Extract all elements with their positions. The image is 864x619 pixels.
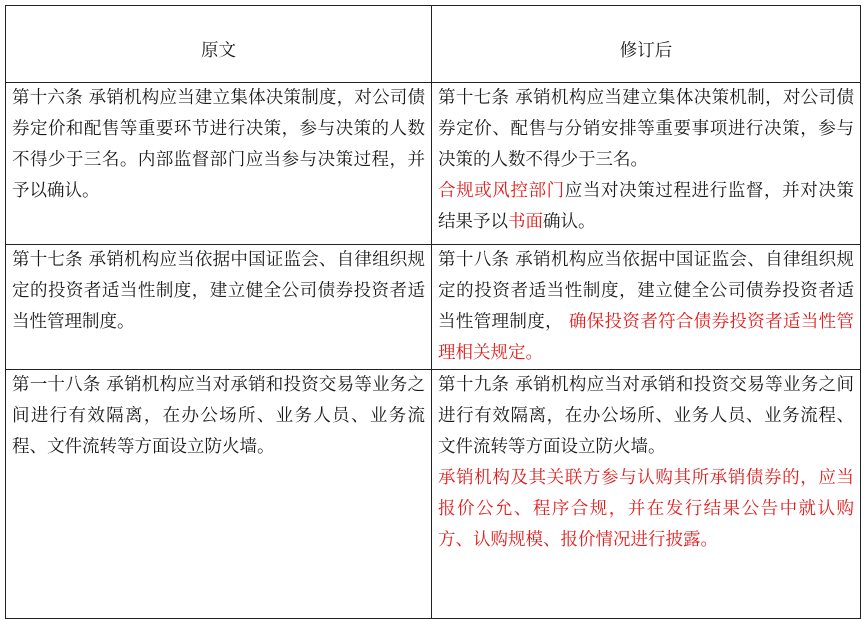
revised-added-text: 承销机构及其关联方参与认购其所承销债券的，应当报价公允、程序合规，并在发行结果公告中就认购方、认购规模、报价情况进行披露。 [438, 468, 854, 550]
revised-cell [432, 83, 861, 245]
table-header-row [6, 6, 861, 83]
revised-text: 第十八条 承销机构应当依据中国证监会、自律组织规定的投资者适当性制度，建立健全公司债券投资者适当性管理制度， [438, 250, 854, 332]
comparison-table [5, 5, 861, 619]
revised-text: 确认。 [543, 212, 596, 232]
revised-text: 第十九条 承销机构应当对承销和投资交易等业务之间进行有效隔离，在办公场所、业务人员、业务流程、文件流转等方面设立防火墙。 [438, 375, 854, 457]
header-original: 原文 [6, 6, 432, 83]
table-row [6, 245, 861, 370]
revised-text: 第十七条 承销机构应当建立集体决策机制，对公司债券定价、配售与分销安排等重要事项进行决策，参与决策的人数不得少于三名。 [438, 88, 854, 170]
revised-added-text: 合规或风控部门 [438, 181, 565, 201]
revised-cell [432, 370, 861, 619]
original-cell: 第一十八条 承销机构应当对承销和投资交易等业务之间进行有效隔离，在办公场所、业务人员、业务流程、文件流转等方面设立防火墙。 [6, 370, 432, 619]
header-revised: 修订后 [432, 6, 861, 83]
revised-added-text: 确保投资者符合债券投资者适当性管理相关规定。 [438, 312, 855, 363]
table-row [6, 370, 861, 619]
revised-cell [432, 245, 861, 370]
original-cell: 第十七条 承销机构应当依据中国证监会、自律组织规定的投资者适当性制度，建立健全公司债券投资者适当性管理制度。 [6, 245, 432, 370]
revised-text: 应当对决策过程进行监督，并对决策结果予以 [438, 181, 855, 232]
revised-added-text: 书面 [508, 212, 543, 232]
comparison-table-wrapper [5, 5, 860, 602]
table-row [6, 83, 861, 245]
original-cell: 第十六条 承销机构应当建立集体决策制度，对公司债券定价和配售等重要环节进行决策，参与决策的人数不得少于三名。内部监督部门应当参与决策过程，并予以确认。 [6, 83, 432, 245]
